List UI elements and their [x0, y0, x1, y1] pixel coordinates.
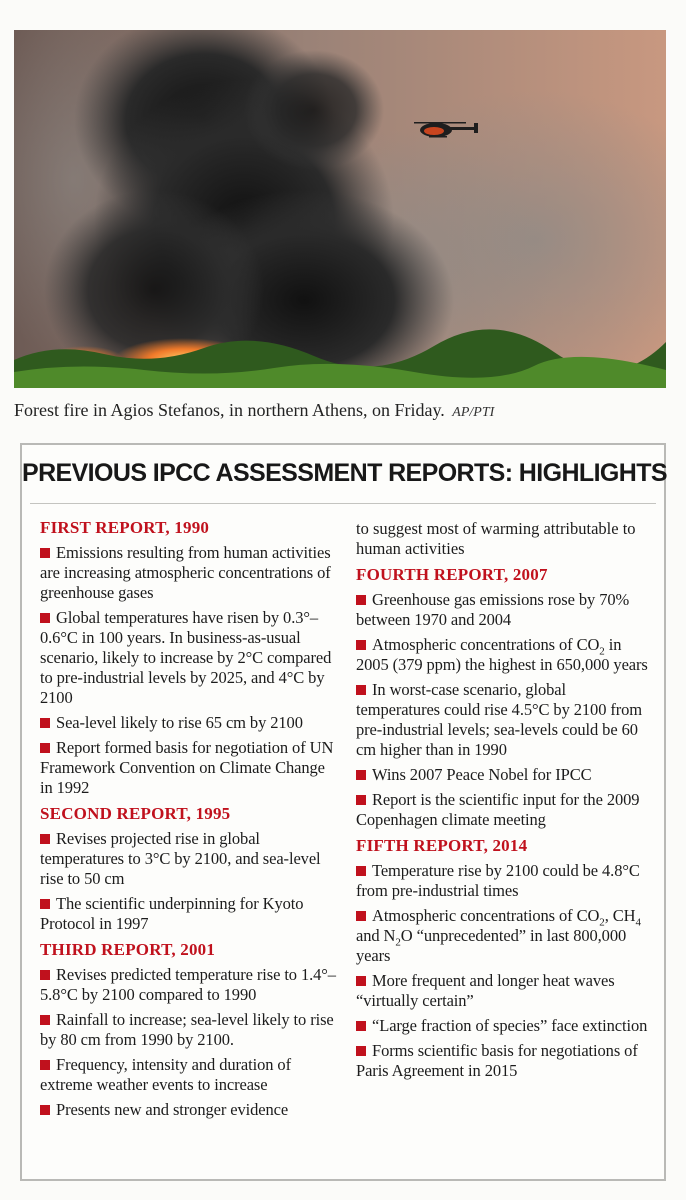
list-item: More frequent and longer heat waves “virtually certain” — [356, 971, 615, 1010]
bullet-icon — [356, 640, 366, 650]
list-item: Temperature rise by 2100 could be 4.8°C from pre-industrial times — [356, 861, 640, 900]
list-item: Rainfall to increase; sea-level likely to rise by 80 cm from 1990 by 2100. — [40, 1010, 334, 1049]
list-item: Global temperatures have risen by 0.3°–0.6°C in 100 years. In business-as-usual scenario, likely to increase by 2°C compared to pre-industrial levels by 2025, and 4°C by 2100 — [40, 608, 332, 707]
caption-credit: AP/PTI — [452, 405, 495, 420]
list-item: Revises predicted temperature rise to 1.4°–5.8°C by 2100 compared to 1990 — [40, 965, 336, 1004]
fourth-report-heading: FOURTH REPORT, 2007 — [356, 565, 548, 584]
bullet-icon — [40, 899, 50, 909]
list-item: Emissions resulting from human activities are increasing atmospheric concentrations of greenhouse gases — [40, 543, 331, 602]
bullet-icon — [356, 770, 366, 780]
bullet-icon — [40, 548, 50, 558]
list-item: Greenhouse gas emissions rose by 70% between 1970 and 2004 — [356, 590, 630, 629]
list-item: Presents new and stronger evidence — [40, 1100, 336, 1120]
list-item: Report is the scientific input for the 2009 Copenhagen climate meeting — [356, 790, 640, 829]
bullet-icon — [356, 976, 366, 986]
third-report-continuation: to suggest most of warming attributable to human activities — [356, 519, 636, 558]
bullet-icon — [356, 1021, 366, 1031]
list-item: Atmospheric concentrations of $CO_2$, $CH_4$ and $N_2O$ “unprecedented” in last 800,000 years — [356, 906, 641, 965]
bullet-icon — [356, 1046, 366, 1056]
list-item: Sea-level likely to rise 65 cm by 2100 — [40, 713, 336, 733]
forest-fire-photo — [14, 30, 666, 388]
photo-caption — [14, 398, 674, 425]
bullet-icon — [356, 866, 366, 876]
bullet-icon — [40, 718, 50, 728]
bullet-icon — [40, 1105, 50, 1115]
list-item: In worst-case scenario, global temperatures could rise 4.5°C by 2100 from pre-industrial levels; sea-levels could be 60 cm higher than in 1990 — [356, 680, 643, 759]
list-item: Report formed basis for negotiation of UN Framework Convention on Climate Change in 1992 — [40, 738, 334, 797]
list-item: The scientific underpinning for Kyoto Protocol in 1997 — [40, 894, 304, 933]
bullet-icon — [40, 1060, 50, 1070]
bullet-icon — [40, 613, 50, 623]
bullet-icon — [40, 743, 50, 753]
list-item: Wins 2007 Peace Nobel for IPCC — [356, 765, 654, 785]
title-divider — [30, 503, 656, 504]
bullet-icon — [40, 1015, 50, 1025]
list-item: “Large fraction of species” face extinction — [356, 1016, 654, 1036]
list-item: Frequency, intensity and duration of extreme weather events to increase — [40, 1055, 291, 1094]
left-column — [40, 517, 336, 1125]
bullet-icon — [356, 911, 366, 921]
bullet-icon — [356, 685, 366, 695]
right-column — [356, 519, 654, 1086]
ipcc-highlights-box — [20, 443, 666, 1181]
third-report-heading: THIRD REPORT, 2001 — [40, 940, 216, 959]
bullet-icon — [356, 795, 366, 805]
box-title: PREVIOUS IPCC ASSESSMENT REPORTS: HIGHLIGHTS — [22, 459, 667, 487]
fifth-report-heading: FIFTH REPORT, 2014 — [356, 836, 528, 855]
first-report-heading: FIRST REPORT, 1990 — [40, 518, 210, 537]
list-item: Atmospheric concentrations of $CO_2$ in 2005 (379 ppm) the highest in 650,000 years — [356, 635, 648, 674]
list-item: Forms scientific basis for negotiations of Paris Agreement in 2015 — [356, 1041, 638, 1080]
list-item: Revises projected rise in global temperatures to 3°C by 2100, and sea-level rise to 50 cm — [40, 829, 321, 888]
caption-text: Forest fire in Agios Stefanos, in northern Athens, on Friday. — [14, 400, 445, 420]
bullet-icon — [40, 834, 50, 844]
bullet-icon — [356, 595, 366, 605]
forest-fire-photo-icon — [14, 30, 666, 388]
bullet-icon — [40, 970, 50, 980]
second-report-heading: SECOND REPORT, 1995 — [40, 804, 231, 823]
